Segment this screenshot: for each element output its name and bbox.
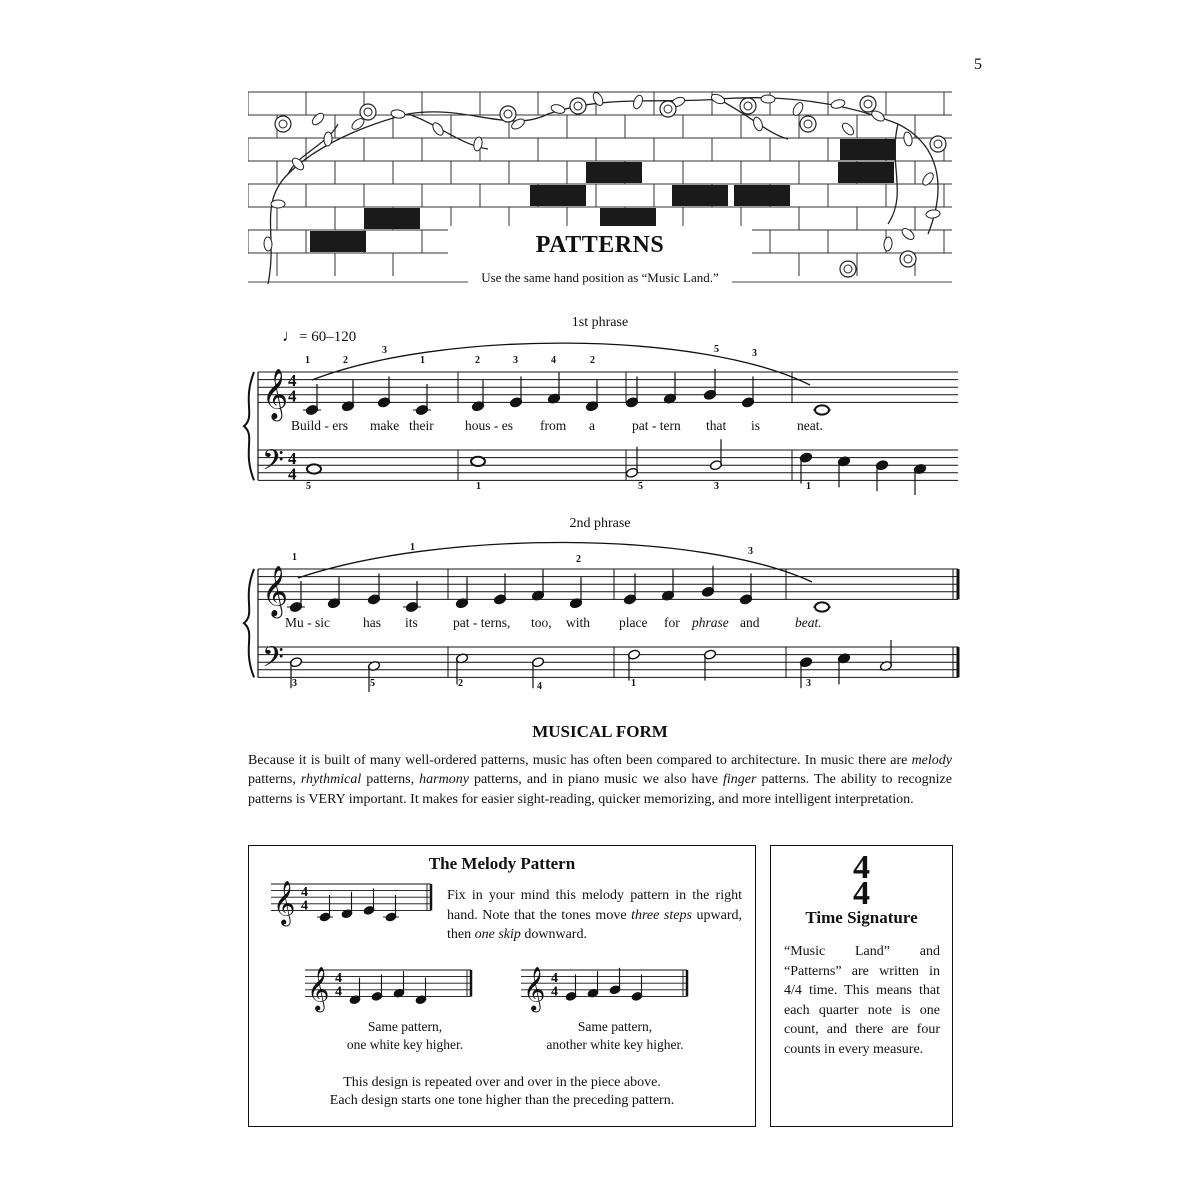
melody-pattern-box [248, 845, 756, 1127]
page-title: PATTERNS [535, 232, 665, 258]
phrase-slur [298, 542, 812, 582]
fingering: 5 [638, 481, 643, 492]
lyric: that [706, 418, 727, 433]
rose [660, 101, 676, 117]
fingering: 1 [292, 552, 297, 563]
fingering: 1 [476, 481, 481, 492]
music-score [240, 340, 970, 700]
fingering: 3 [292, 678, 297, 689]
fingering: 1 [631, 678, 636, 689]
brace-icon [244, 569, 254, 677]
melody-pattern-text: Fix in your mind this melody pattern in the right hand. Note that the tones move three steps upward, then one skip downward. [447, 888, 742, 942]
dark-brick [734, 185, 790, 206]
leaf [921, 171, 936, 187]
rose [500, 106, 516, 122]
lyric: their [409, 418, 434, 433]
fingering: 5 [370, 678, 375, 689]
fingering: 5 [714, 344, 719, 355]
leaf [761, 95, 775, 103]
fingering: 2 [576, 554, 581, 565]
rose [275, 116, 291, 132]
melody-pattern-footer: This design is repeated over and over in the piece above. Each design starts one tone higher than the preceding pattern. [329, 1075, 675, 1108]
bass-clef-icon: 𝄢 [262, 443, 284, 484]
lyric: from [540, 418, 567, 433]
lyric: beat. [795, 615, 822, 630]
brace-icon [244, 372, 254, 480]
phrase-1-label: 1st phrase [571, 315, 629, 330]
lyric: phrase [692, 615, 729, 630]
leaf [591, 91, 604, 107]
lyric: too, [531, 615, 552, 630]
dark-brick [838, 162, 894, 183]
fingering: 4 [551, 355, 556, 366]
whole-note [815, 405, 829, 414]
leaf [271, 200, 285, 208]
leaf [830, 98, 846, 109]
time-signature-denominator: 4 [288, 386, 297, 406]
time-signature-box [770, 845, 953, 1127]
lyric: Mu - sic [285, 615, 330, 630]
musical-form-paragraph: Because it is built of many well-ordered patterns, music has often been compared to architecture. In music there are melody patterns, rhythmical patterns, harmony patterns, and in piano music we also have finger patterns. The ability to recognize patterns is VERY important. It makes for easier sight-reading, quicker memorizing, and more intelligent interpretation. [248, 753, 952, 807]
dark-brick [530, 185, 586, 206]
time-signature-numerator: 4 [288, 449, 297, 469]
lyric: pat - terns, [453, 615, 511, 630]
quarter-note-icon: ♩ [282, 326, 299, 345]
leaf [431, 121, 446, 137]
fingering: 3 [806, 678, 811, 689]
leaf [840, 121, 855, 137]
whole-note [815, 602, 829, 611]
mini-time-signature: 4 [335, 984, 342, 1000]
fingering: 1 [305, 355, 310, 366]
fingering: 2 [475, 355, 480, 366]
page-number: 5 [974, 56, 982, 73]
mini-time-signature: 4 [551, 971, 558, 987]
lyric: with [566, 615, 591, 630]
dark-brick [364, 208, 420, 229]
rose [570, 98, 586, 114]
fingering: 2 [343, 355, 348, 366]
caption-another-key-higher: Same pattern, another white key higher. [546, 1019, 684, 1052]
rose [360, 104, 376, 120]
lyric: its [405, 615, 418, 630]
whole-note [307, 464, 321, 473]
melody-pattern-title: The Melody Pattern [428, 854, 576, 873]
phrase-2-label: 2nd phrase [569, 516, 631, 531]
rose [800, 116, 816, 132]
treble-clef-icon: 𝄞 [273, 880, 296, 925]
mini-time-signature: 4 [551, 984, 558, 1000]
rose [740, 98, 756, 114]
mini-time-signature: 4 [301, 885, 308, 901]
lyric: Build - ers [291, 418, 348, 433]
leaf [310, 111, 325, 127]
mini-time-signature: 4 [301, 898, 308, 914]
bass-clef-icon: 𝄢 [262, 640, 284, 681]
time-signature-bottom: 4 [853, 875, 870, 912]
brick-wall-drawing [248, 84, 952, 290]
fingering: 3 [714, 481, 719, 492]
fingering: 1 [410, 542, 415, 553]
fingering: 3 [382, 345, 387, 356]
leaf [903, 131, 914, 146]
time-signature-numerator: 4 [288, 371, 297, 391]
fingering: 3 [748, 546, 753, 557]
time-signature-top: 4 [853, 849, 870, 886]
leaf [752, 116, 764, 132]
fingering: 2 [458, 678, 463, 689]
musical-form-heading: MUSICAL FORM [532, 722, 668, 741]
lyric: a [589, 418, 595, 433]
lyric: place [619, 615, 648, 630]
lyric: neat. [797, 418, 823, 433]
treble-clef-icon: 𝄞 [523, 966, 546, 1011]
lyric: pat - tern [632, 418, 681, 433]
rose [860, 96, 876, 112]
mini-staves [249, 846, 755, 1026]
lyric: make [370, 418, 400, 433]
brick-wall-illustration [248, 84, 952, 290]
treble-clef-icon: 𝄞 [262, 565, 289, 617]
time-signature-text: “Music Land” and “Patterns” are written in 4/4 time. This means that each quarter note is one count, and there are four counts in every measure. [784, 944, 940, 1057]
lyric: and [740, 615, 760, 630]
caption-one-key-higher: Same pattern, one white key higher. [346, 1019, 464, 1052]
leaf [324, 132, 333, 147]
leaf [926, 209, 941, 219]
page-subtitle: Use the same hand position as “Music Land.” [481, 270, 719, 285]
lyric: has [363, 615, 381, 630]
fingering: 4 [537, 681, 542, 692]
fingering: 5 [306, 481, 311, 492]
fingering: 1 [806, 481, 811, 492]
fingering: 3 [513, 355, 518, 366]
time-signature-denominator: 4 [288, 464, 297, 484]
dark-brick [840, 139, 896, 160]
lyric: hous - es [465, 418, 513, 433]
fingering: 3 [752, 348, 757, 359]
lyric: for [664, 615, 680, 630]
leaf [473, 136, 484, 151]
fingering: 1 [420, 355, 425, 366]
leaf [632, 94, 644, 110]
dark-brick [600, 208, 656, 229]
treble-clef-icon: 𝄞 [262, 368, 289, 420]
fingering: 2 [590, 355, 595, 366]
lyric: is [751, 418, 761, 433]
dark-brick [586, 162, 642, 183]
whole-note [471, 457, 485, 466]
dark-brick [672, 185, 728, 206]
treble-clef-icon: 𝄞 [307, 966, 330, 1011]
mini-time-signature: 4 [335, 971, 342, 987]
tempo-value: = 60–120 [299, 329, 357, 345]
time-signature-title: Time Signature [805, 908, 918, 927]
rose [930, 136, 946, 152]
